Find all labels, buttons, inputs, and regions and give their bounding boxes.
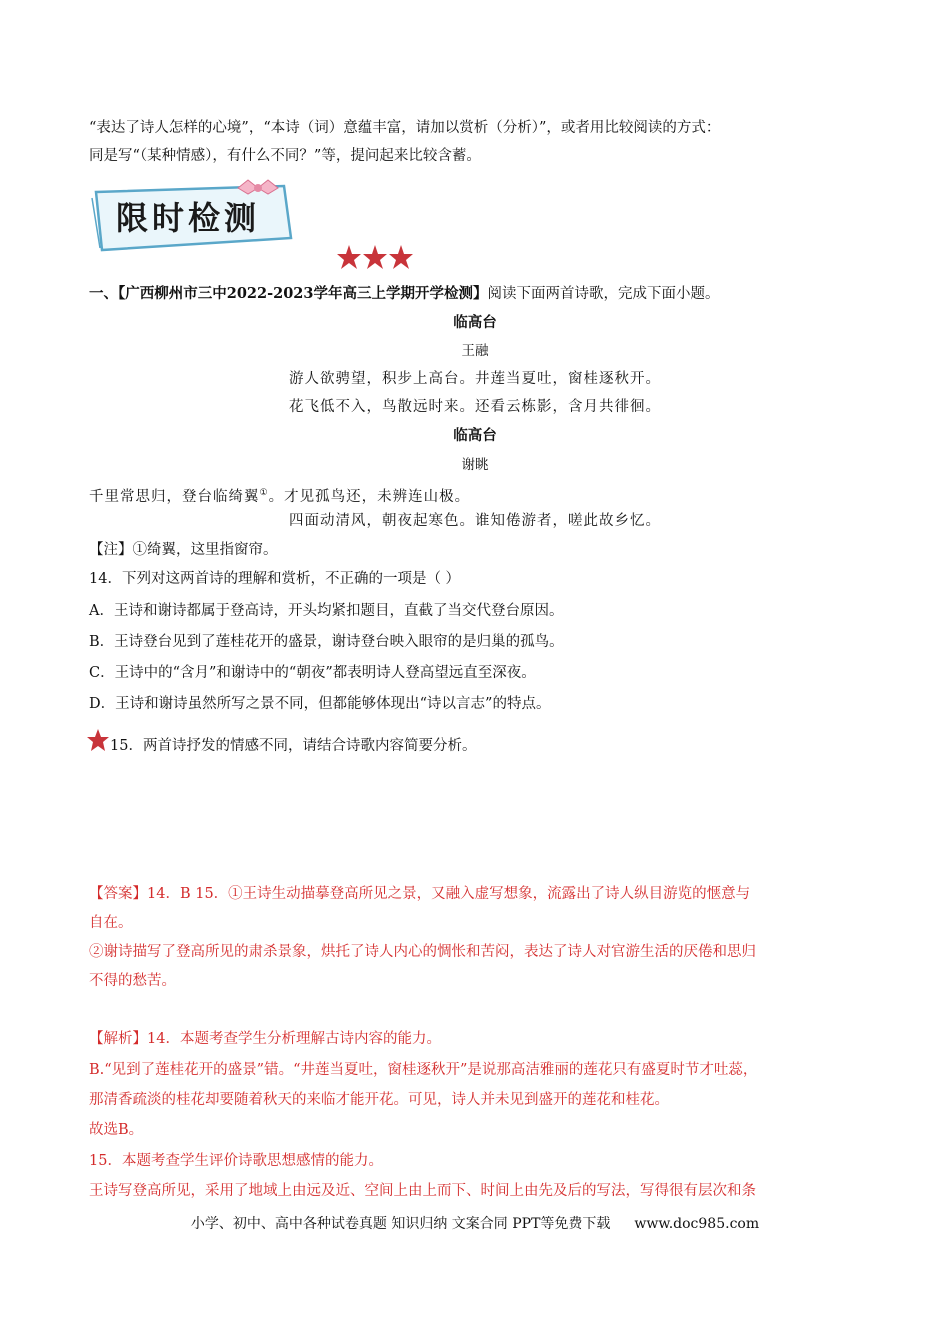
- section-banner: [88, 178, 298, 258]
- analysis-line-6: 王诗写登高所见，采用了地域上由远及近、空间上由上而下、时间上由先及后的写法，写得很有层次和条: [89, 1183, 756, 1199]
- answer-line-4: 不得的愁苦。: [89, 973, 176, 989]
- question-source: 【广西柳州市三中2022-2023学年高三上学期开学检测】: [118, 285, 488, 302]
- intro-line-1: “表达了诗人怎样的心境”，“本诗（词）意蕴丰富，请加以赏析（分析）”，或者用比较阅读的方式：: [89, 120, 721, 136]
- footnote-mark: ①: [259, 488, 269, 498]
- poem1-title: 临高台: [453, 314, 497, 331]
- question-number: 一、: [89, 285, 118, 302]
- ribbon-bow-icon: [238, 180, 278, 194]
- analysis-line-4: 故选B。: [89, 1122, 144, 1138]
- q14-stem: 14．下列对这两首诗的理解和赏析，不正确的一项是（ ）: [89, 571, 461, 587]
- star-icon: [363, 245, 387, 269]
- poem1-author: 王融: [461, 343, 489, 359]
- poem2-line-2: 四面动清风，朝夜起寒色。谁知倦游者，嗟此故乡忆。: [289, 513, 661, 529]
- page-footer: [0, 1214, 950, 1234]
- question-header: [89, 284, 719, 304]
- analysis-line-2: B.“见到了莲桂花开的盛景”错。“井莲当夏吐，窗桂逐秋开”是说那高洁雅丽的莲花只有盛夏时节才吐蕊，: [89, 1062, 758, 1078]
- analysis-line-5: 15．本题考查学生评价诗歌思想感情的能力。: [89, 1153, 383, 1169]
- banner-title: 限时检测: [116, 199, 261, 237]
- footer-text: 小学、初中、高中各种试卷真题 知识归纳 文案合同 PPT等免费下载: [190, 1216, 611, 1232]
- poem2-line-1-part-b: 。才见孤鸟还，未辨连山极。: [268, 488, 471, 505]
- star-icon: [86, 728, 110, 752]
- analysis-line-3: 那清香疏淡的桂花却要随着秋天的来临才能开花。可见，诗人并未见到盛开的莲花和桂花。: [89, 1092, 669, 1108]
- answer-line-2: 自在。: [89, 915, 133, 931]
- q15-stem: 15．两首诗抒发的情感不同，请结合诗歌内容简要分析。: [110, 738, 477, 754]
- poem1-line-2: 花飞低不入，鸟散远时来。还看云栋影，含月共徘徊。: [289, 399, 661, 415]
- q14-option-a: A．王诗和谢诗都属于登高诗，开头均紧扣题目，直截了当交代登台原因。: [89, 603, 564, 619]
- poem2-line-1-part-a: 千里常思归，登台临绮翼: [89, 488, 260, 505]
- difficulty-stars: [336, 244, 416, 272]
- poem2-title: 临高台: [453, 427, 497, 444]
- q14-option-c: C．王诗中的“含月”和谢诗中的“朝夜”都表明诗人登高望远直至深夜。: [89, 665, 536, 681]
- poem2-author: 谢眺: [461, 457, 489, 473]
- poem2-line-1: [89, 483, 470, 507]
- footer-url[interactable]: www.doc985.com: [634, 1216, 760, 1232]
- answer-line-3: ②谢诗描写了登高所见的肃杀景象，烘托了诗人内心的惆怅和苦闷，表达了诗人对官游生活的厌倦和思归: [89, 944, 756, 960]
- intro-line-2: 同是写“（某种情感），有什么不同？”等，提问起来比较含蓄。: [89, 148, 481, 164]
- star-icon: [389, 245, 413, 269]
- poem-note: 【注】①绮翼，这里指窗帘。: [89, 542, 278, 558]
- question-instruction: 阅读下面两首诗歌，完成下面小题。: [487, 286, 720, 302]
- star-icon: [337, 245, 361, 269]
- analysis-line-1: 【解析】14．本题考查学生分析理解古诗内容的能力。: [89, 1031, 441, 1047]
- poem1-line-1: 游人欲骋望，积步上高台。井莲当夏吐，窗桂逐秋开。: [289, 371, 661, 387]
- answer-line-1: 【答案】14．B 15．①王诗生动描摹登高所见之景，又融入虚写想象，流露出了诗人纵目游览的惬意与: [89, 886, 751, 902]
- q14-option-d: D．王诗和谢诗虽然所写之景不同，但都能够体现出“诗以言志”的特点。: [89, 696, 551, 712]
- q14-option-b: B．王诗登台见到了莲桂花开的盛景，谢诗登台映入眼帘的是归巢的孤鸟。: [89, 634, 564, 650]
